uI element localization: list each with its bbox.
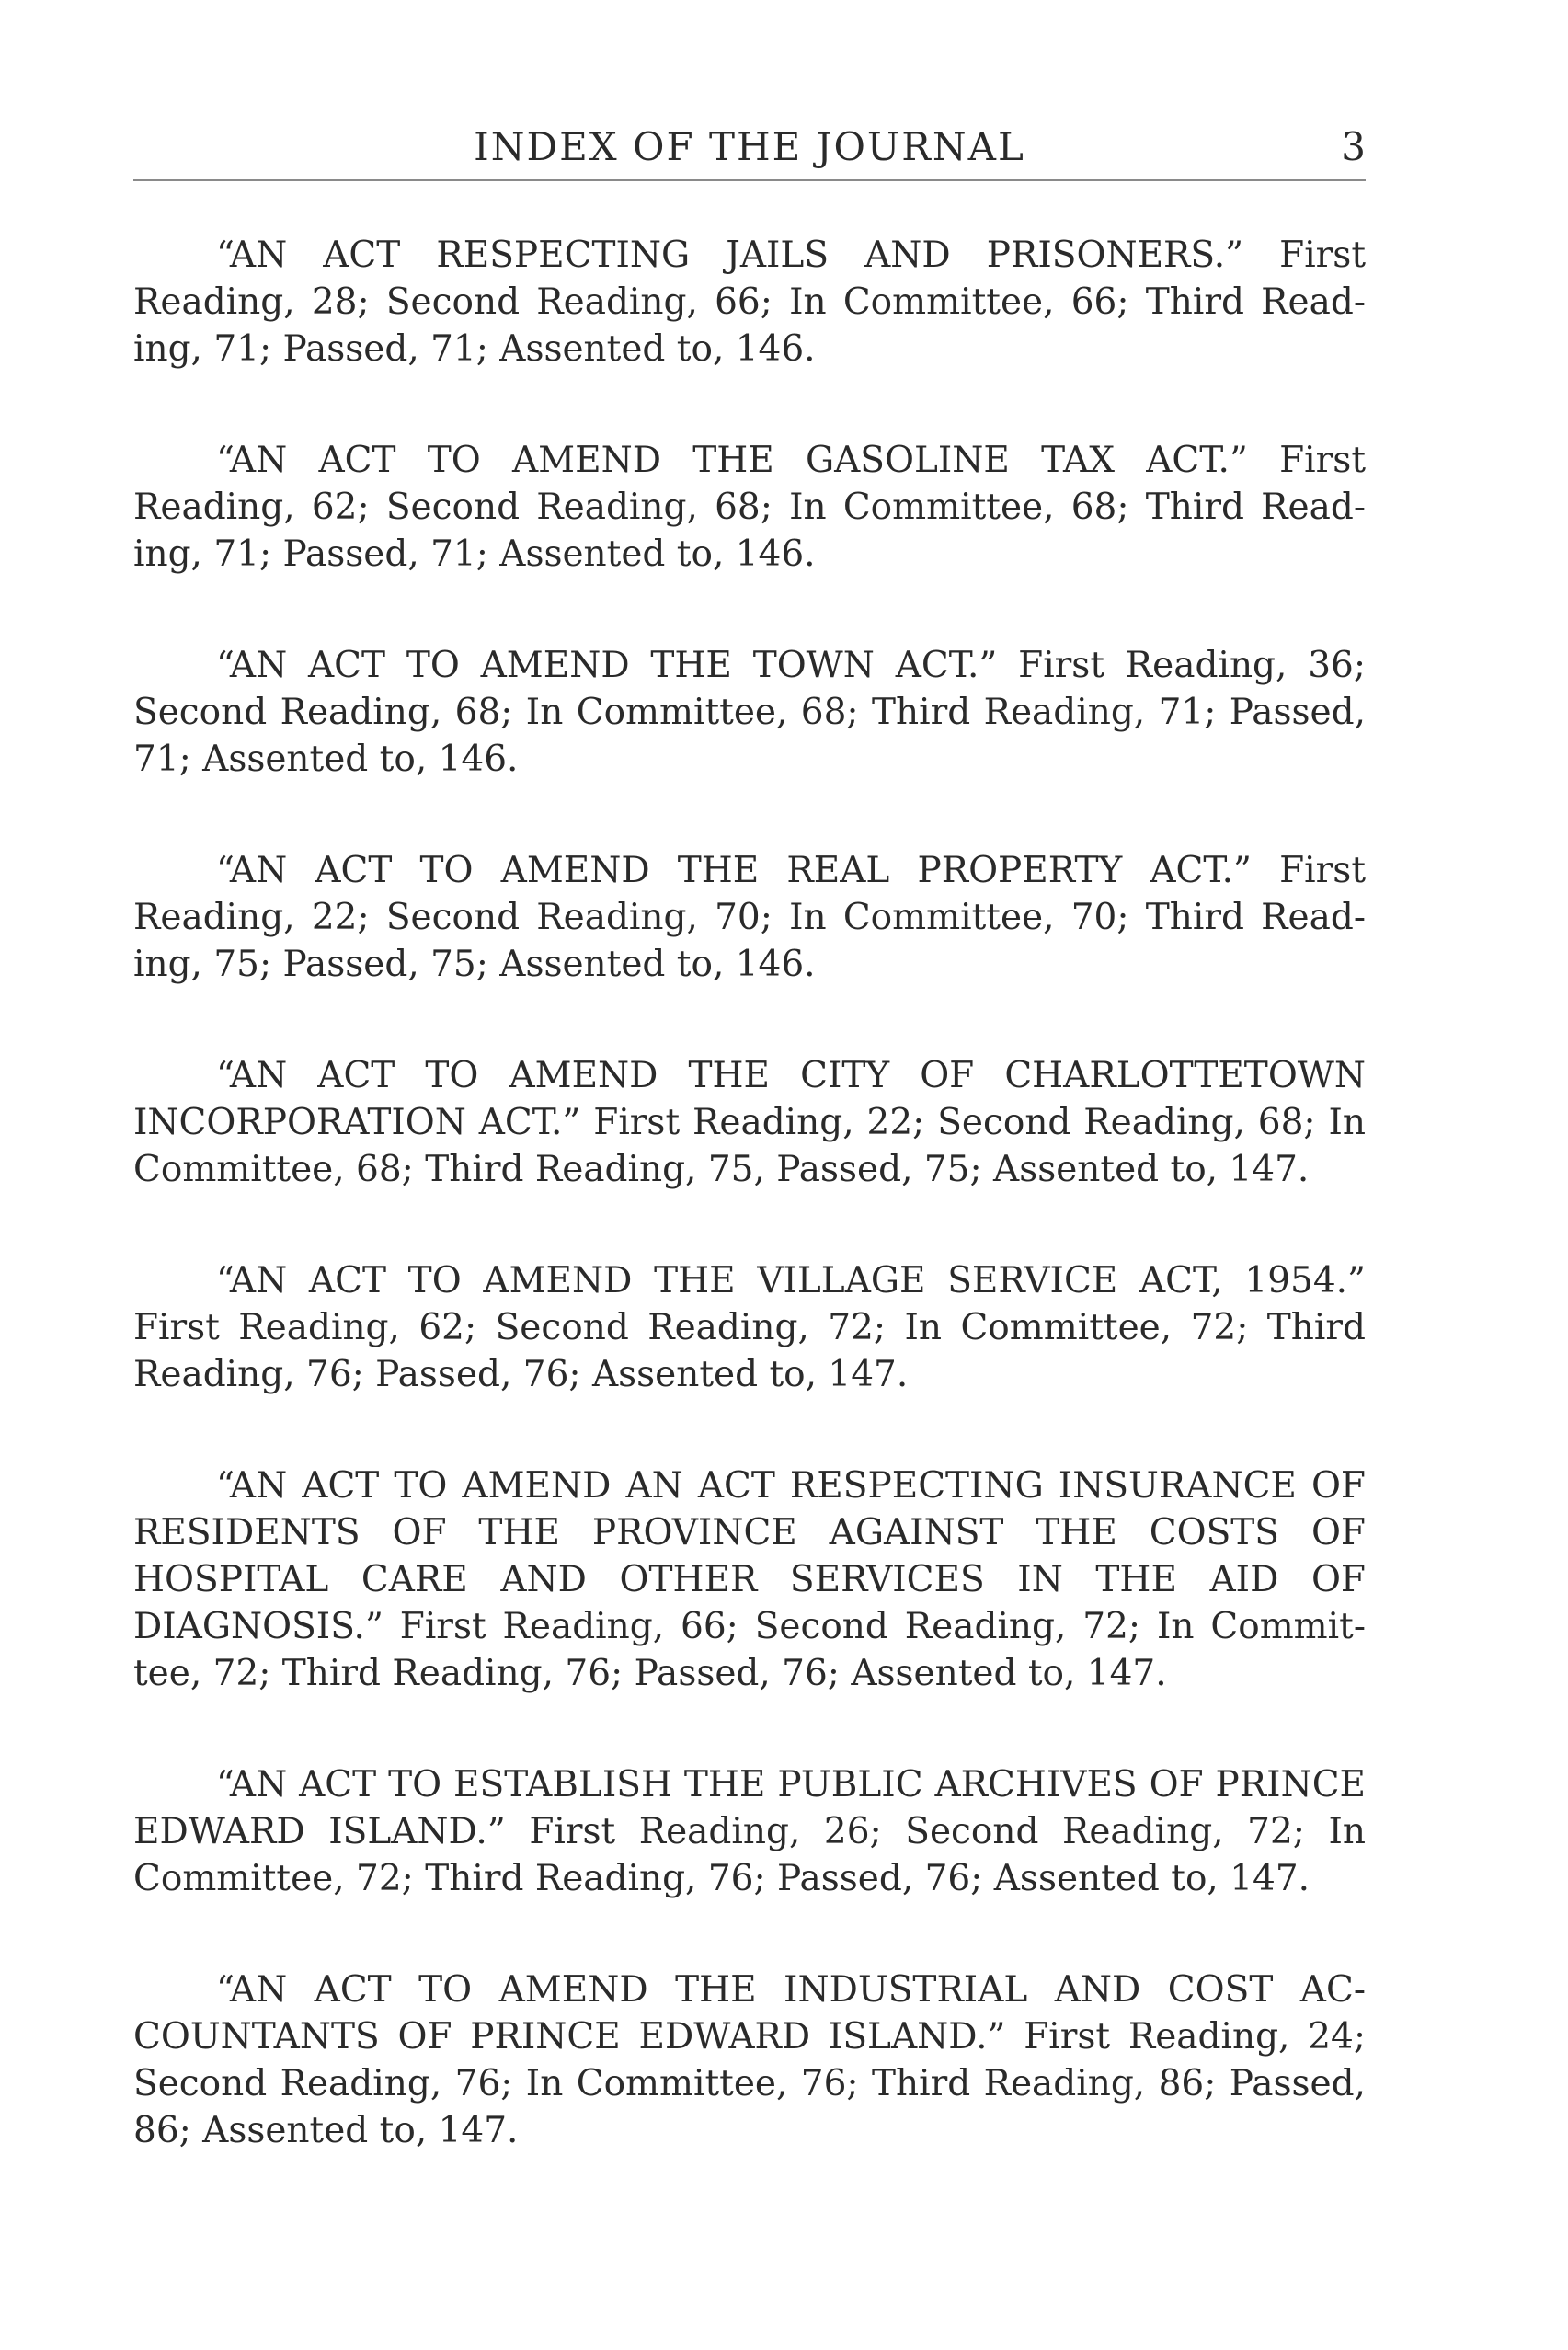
index-entry: “AN ACT TO AMEND THE REAL PROPERTY ACT.” First Reading, 22; Second Reading, 70; In Committee, 70; Third Reading, 75; Passed, 75; Assented to, 146. bbox=[133, 850, 1366, 985]
index-entry: “AN ACT TO AMEND AN ACT RESPECTING INSURANCE OF RESIDENTS OF THE PROVINCE AGAINST THE COSTS OF HOSPITAL CARE AND OTHER SERVICES IN THE AID OF DIAGNOSIS.” First Reading, 66; Second Reading, 72; In Committee, 72; Third Reading, 76; Passed, 76; Assented to, 147. bbox=[133, 1465, 1366, 1694]
index-entry: “AN ACT TO AMEND THE INDUSTRIAL AND COST ACCOUNTANTS OF PRINCE EDWARD ISLAND.” First Reading, 24; Second Reading, 76; In Committee, 76; Third Reading, 86; Passed, 86; Assented to, 147. bbox=[133, 1969, 1366, 2151]
running-title: INDEX OF THE JOURNAL bbox=[474, 124, 1025, 169]
page-number: 3 bbox=[1341, 124, 1366, 169]
index-entry: “AN ACT RESPECTING JAILS AND PRISONERS.” First Reading, 28; Second Reading, 66; In Committee, 66; Third Reading, 71; Passed, 71; Assented to, 146. bbox=[133, 235, 1366, 370]
running-header bbox=[133, 124, 1366, 181]
index-entry: “AN ACT TO AMEND THE TOWN ACT.” First Reading, 36; Second Reading, 68; In Committee, 68; Third Reading, 71; Passed, 71; Assented to, 146. bbox=[133, 645, 1366, 780]
index-entry: “AN ACT TO AMEND THE CITY OF CHARLOTTETOWN INCORPORATION ACT.” First Reading, 22; Second Reading, 68; In Committee, 68; Third Reading, 75, Passed, 75; Assented to, 147. bbox=[133, 1055, 1366, 1190]
index-entry: “AN ACT TO ESTABLISH THE PUBLIC ARCHIVES OF PRINCE EDWARD ISLAND.” First Reading, 26; Second Reading, 72; In Committee, 72; Third Reading, 76; Passed, 76; Assented to, 147. bbox=[133, 1764, 1366, 1899]
index-entries bbox=[133, 232, 1366, 2154]
index-entry: “AN ACT TO AMEND THE VILLAGE SERVICE ACT, 1954.” First Reading, 62; Second Reading, 72; In Committee, 72; Third Reading, 76; Passed, 76; Assented to, 147. bbox=[133, 1260, 1366, 1395]
journal-page bbox=[133, 124, 1366, 2218]
index-entry: “AN ACT TO AMEND THE GASOLINE TAX ACT.” First Reading, 62; Second Reading, 68; In Committee, 68; Third Reading, 71; Passed, 71; Assented to, 146. bbox=[133, 440, 1366, 575]
